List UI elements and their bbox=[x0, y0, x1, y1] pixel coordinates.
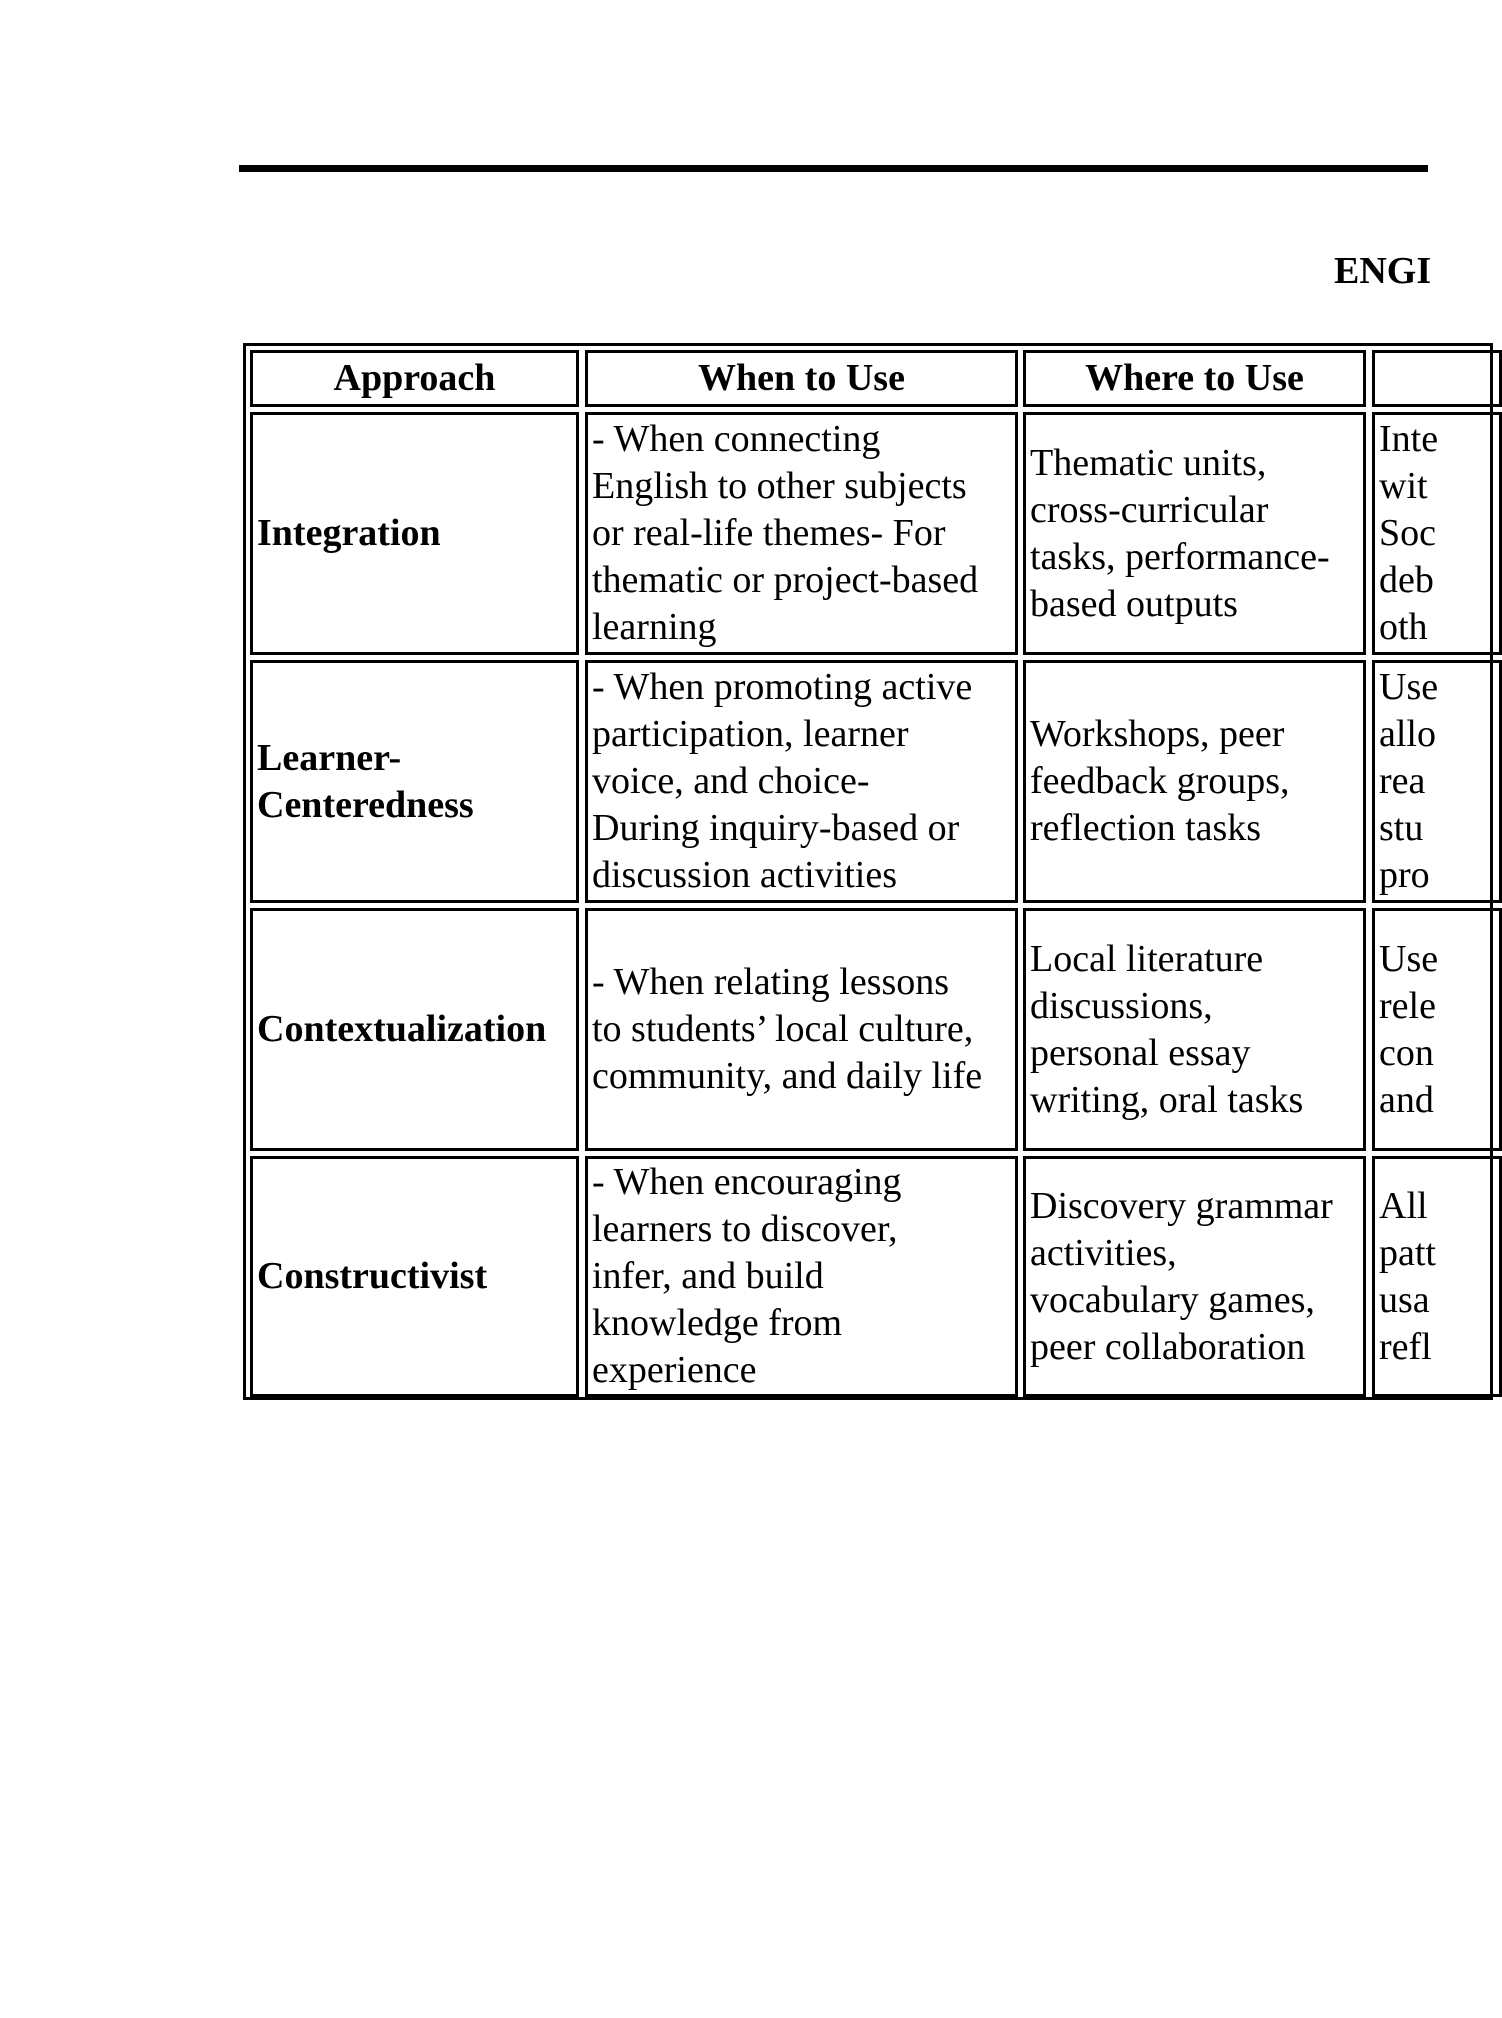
column-header-fourth bbox=[1372, 350, 1502, 407]
page-heading: ENGI bbox=[1334, 250, 1432, 292]
table-cell-approach: Contextualization bbox=[250, 908, 579, 1151]
table-cell-where: Discovery grammar activities, vocabulary games, peer collaboration bbox=[1023, 1156, 1366, 1397]
table-cell-when: - When encouraging learners to discover, infer, and build knowledge from experience bbox=[585, 1156, 1018, 1397]
column-header-approach: Approach bbox=[250, 350, 579, 407]
table-cell-where: Local literature discussions, personal essay writing, oral tasks bbox=[1023, 908, 1366, 1151]
table-cell-approach: Integration bbox=[250, 412, 579, 655]
table-cell-when: - When connecting English to other subjects or real-life themes- For thematic or project-based learning bbox=[585, 412, 1018, 655]
top-rule bbox=[239, 165, 1428, 172]
approaches-table bbox=[243, 343, 1493, 1400]
table-cell-approach: Learner- Centeredness bbox=[250, 660, 579, 903]
table-cell-when: - When promoting active participation, learner voice, and choice- During inquiry-based or discussion activities bbox=[585, 660, 1018, 903]
table-cell-fourth: Inte wit Soc deb oth bbox=[1372, 412, 1502, 655]
table-cell-approach: Constructivist bbox=[250, 1156, 579, 1397]
column-header-where-to-use: Where to Use bbox=[1023, 350, 1366, 407]
table-cell-fourth: Use rele con and bbox=[1372, 908, 1502, 1151]
table-cell-where: Thematic units, cross-curricular tasks, performance- based outputs bbox=[1023, 412, 1366, 655]
table-cell-when: - When relating lessons to students’ local culture, community, and daily life bbox=[585, 908, 1018, 1151]
table-cell-where: Workshops, peer feedback groups, reflection tasks bbox=[1023, 660, 1366, 903]
table-cell-fourth: Use allo rea stu pro bbox=[1372, 660, 1502, 903]
table-cell-fourth: All patt usa refl bbox=[1372, 1156, 1502, 1397]
column-header-when-to-use: When to Use bbox=[585, 350, 1018, 407]
